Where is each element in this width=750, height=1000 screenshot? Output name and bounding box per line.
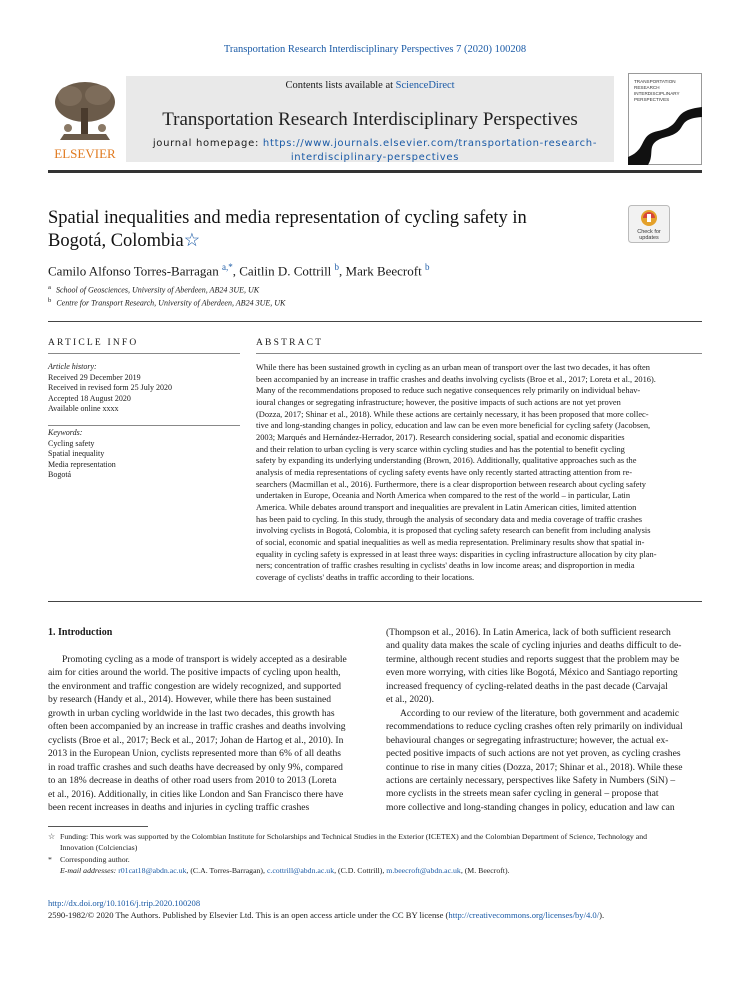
text-line: and their relation to urban cycling is very scarce within cycling studies and has the potential to benefit cycling: [256, 444, 625, 454]
text-line: cyclists (Broe et al., 2017; Beck et al., 2017; Johan de Hartog et al., 2010). In: [48, 734, 344, 746]
text-line: the environment and traffic congestion are widely recognized, and supported: [48, 680, 342, 692]
journal-reference-link[interactable]: Transportation Research Interdisciplinary Perspectives 7 (2020) 100208: [223, 44, 527, 55]
doi-link[interactable]: http://dx.doi.org/10.1016/j.trip.2020.100208: [48, 898, 201, 908]
text-line: et al., 2020).: [386, 694, 434, 706]
text-line: involving cyclists in Bogotá, Colombia, it is proposed that cycling safety research can benefit from including analysis: [256, 526, 651, 536]
text-line: to an 18% decrease in deaths of other road users from 2010 to 2013 (Loreta: [48, 775, 337, 787]
footnotes: [48, 831, 702, 876]
abstract-bottom-divider: [48, 601, 702, 602]
abstract-body: [256, 362, 702, 583]
text-line: According to our review of the literature, both government and academic: [400, 707, 680, 719]
text-line: been recent increases in deaths and injuries in cycling traffic crashes: [48, 801, 310, 813]
elsevier-tree-logo: [48, 78, 122, 162]
text-line: (Thompson et al., 2016). In Latin America, lack of both sufficient research: [386, 627, 671, 638]
journal-cover-thumbnail[interactable]: [628, 73, 702, 165]
author-affiliation-link[interactable]: b: [424, 262, 430, 272]
text-line: Promoting cycling as a mode of transport is widely accepted as a desirable: [62, 654, 347, 665]
keyword-item: Bogotá: [48, 470, 72, 479]
text-line: has been paid to cycling. In this study, through the analysis of secondary data and media coverage of traffic crashes: [256, 514, 643, 524]
history-item: Available online xxxx: [48, 404, 119, 413]
history-item: Accepted 18 August 2020: [48, 393, 131, 403]
author-name: Camilo Alfonso Torres-Barragan: [48, 263, 219, 279]
footnote-divider: [48, 826, 148, 827]
title-footnote-star-link[interactable]: ☆: [183, 231, 201, 251]
keyword-item: Spatial inequality: [48, 449, 105, 458]
publication-info: [48, 897, 702, 921]
text-line: coverage of cyclists' deaths in traffic according to their locations.: [256, 572, 475, 582]
publisher-name: ELSEVIER: [54, 146, 116, 161]
introduction-right-column: [386, 626, 702, 814]
text-line: continue to rise in many cities (Dozza, 2017; Shinar et al., 2018). While these: [386, 761, 683, 773]
author-list: Camilo Alfonso Torres-Barragan $^{a,*}$, Caitlin D. Cottrill $^b$, Mark Beecroft $^b$: [48, 262, 430, 279]
funding-footnote: ☆ Funding: This work was supported by the Colombian Institute for Scholarships and Technical Studies in the Exterior (ICETEX) and the Colombian Department of Science, Technology and: [48, 832, 648, 841]
text-line: in road traffic crashes and such deaths have decreased by only 9%, compared: [48, 761, 343, 773]
history-label: Article history:: [48, 362, 97, 371]
text-line: ners; concentration of traffic crashes resulting in cyclists' deaths in low income areas; and disproportion in media: [256, 561, 635, 571]
funding-footnote-cont: Innovation (Colciencias): [60, 843, 138, 853]
check-for-updates-badge[interactable]: [628, 205, 670, 243]
license-line: 2590-1982/© 2020 The Authors. Published by Elsevier Ltd. This is an open access article under the CC BY license (http://creativecommons.org/licenses/by/4.0/).: [48, 910, 605, 920]
corresponding-footnote: * Corresponding author.: [48, 854, 130, 864]
article-info-divider: [48, 353, 240, 354]
text-line: America. While debates around transport and inequalities are prevalent in Latin American cities, limited attention: [256, 502, 637, 512]
text-line: equality in cycling safety is expressed in at least three ways: disparities in cycling infrastructure allocation by city plan-: [256, 549, 657, 559]
text-line: even more worrying, with cities like Bogotá, México and Santiago reporting: [386, 667, 678, 679]
contents-line: Contents lists available at ScienceDirect: [285, 80, 455, 91]
svg-text:TRANSPORTATION: TRANSPORTATION: [634, 79, 676, 84]
email-link[interactable]: r01cat18@abdn.ac.uk: [118, 865, 187, 875]
introduction-heading: 1. Introduction: [48, 627, 113, 638]
text-line: often been accompanied by an increase in traffic crashes and deaths involving: [48, 721, 346, 733]
text-line: actions are certainly necessary, perspectives like Safety in Numbers (SiN) –: [386, 774, 676, 786]
svg-text:INTERDISCIPLINARY: INTERDISCIPLINARY: [634, 91, 680, 96]
text-line: undertaken in Europe, Oceania and North America when compared to the rest of the world – in particular, Latin: [256, 491, 631, 501]
text-line: safety by expanding its underlying understanding (Brown, 2016). Additionally, qualitative approaches such as the: [256, 456, 637, 466]
email-footnote: E-mail addresses: r01cat18@abdn.ac.uk, (C.A. Torres-Barragan), c.cottrill@abdn.ac.uk, (C.D. Cottrill), m.beecroft@abdn.ac.uk, (M. Beecroft).: [60, 865, 510, 875]
email-link[interactable]: m.beecroft@abdn.ac.uk: [386, 865, 461, 875]
text-line: more cyclists in the streets mean safer cycling in general – propose that: [386, 788, 659, 800]
introduction-left-column: [48, 653, 364, 814]
text-line: tive and long-standing changes in policy, education and law can be even more beneficial for cycling safety (Jacobsen,: [256, 421, 651, 431]
svg-text:RESEARCH: RESEARCH: [634, 85, 660, 90]
text-line: more collective and long-standing changes in policy, education and law can: [386, 801, 675, 813]
text-line: pected positive impacts of such actions are not yet proven, as cycling crashes: [386, 748, 681, 760]
email-link[interactable]: c.cottrill@abdn.ac.uk: [266, 865, 335, 875]
svg-text:PERSPECTIVES: PERSPECTIVES: [634, 97, 670, 102]
journal-title: Transportation Research Interdisciplinary Perspectives: [162, 109, 578, 130]
text-line: been accompanied by an increase in traffic crashes and deaths involving cyclists (Broe et al., 2017; Loreta et al., 2016).: [256, 374, 656, 384]
author-name: Mark Beecroft: [345, 263, 422, 279]
homepage-url-link-cont[interactable]: interdisciplinary-perspectives: [290, 152, 460, 163]
article-info-heading: ARTICLE INFO: [48, 338, 139, 348]
author-affiliation-link[interactable]: a,*: [221, 262, 233, 272]
text-line: of social, economic and spatial inequalities as well as media representation. Preliminary results show that spatial in-: [256, 537, 645, 547]
history-divider: [48, 425, 240, 426]
text-line: ioural changes or segregating infrastructure; however, the positive impacts of such actions are not yet proven: [256, 397, 621, 407]
text-line: recommendations to reduce cycling crashes often rely primarily on individual: [386, 721, 683, 733]
text-line: analysis of media representations of cycling safety events have only recently started attracting attention from re-: [256, 467, 633, 477]
text-line: increased frequency of cycling-related deaths in the past decade (Carvajal: [386, 680, 668, 692]
text-line: (Dozza, 2017; Shinar et al., 2018). While these actions are certainly necessary, it has been proposed that more collec-: [256, 409, 649, 419]
text-line: behavioural changes or segregating infrastructure; however, the actual ex-: [386, 734, 669, 746]
license-link[interactable]: http://creativecommons.org/licenses/by/4.0/: [448, 910, 600, 920]
front-matter-divider: [48, 321, 702, 322]
affiliation-b: $^b$ Centre for Transport Research, University of Aberdeen, AB24 3UE, UK: [48, 297, 286, 308]
abstract-heading: ABSTRACT: [256, 338, 324, 348]
text-line: 2003; Marqués and Hernández-Herrador, 2017). Research considering social, spatial and economic disparities: [256, 432, 625, 442]
history-item: Received in revised form 25 July 2020: [48, 383, 172, 392]
check-badge-line1: Check for: [637, 229, 661, 235]
abstract-divider: [256, 353, 702, 354]
author-affiliation-link[interactable]: b: [334, 262, 340, 272]
text-line: 2013 in the European Union, cyclists represented more than 6% of all deaths: [48, 748, 341, 760]
article-title: Spatial inequalities and media representation of cycling safety in Bogotá, Colombia☆: [48, 208, 527, 251]
sciencedirect-link[interactable]: ScienceDirect: [395, 80, 455, 91]
text-line: While there has been sustained growth in cycling as an urban mean of transport over the last two decades, it has often: [256, 363, 650, 372]
history-item: Received 29 December 2019: [48, 372, 141, 382]
header-divider: [48, 170, 702, 173]
keyword-item: Media representation: [48, 459, 116, 469]
text-line: et al., 2016). Additionally, in cities like London and San Francisco there have: [48, 788, 344, 800]
text-line: aim for cities around the world. The positive impacts of cycling upon health,: [48, 667, 341, 679]
text-line: and quality data makes the scale of cycling injuries and deaths difficult to de-: [386, 640, 682, 652]
keywords: [48, 428, 248, 481]
text-line: Many of the recommendations proposed to reduce such negative consequences rely primarily on individual behav-: [256, 386, 641, 396]
journal-homepage: journal homepage: https://www.journals.elsevier.com/transportation-research- interdisciplinary-perspectives: [152, 138, 598, 163]
text-line: by research (Handy et al., 2014). However, while there has been sustained: [48, 694, 332, 706]
check-badge-line2: updates: [639, 235, 659, 241]
text-line: searchers (Macmillan et al., 2016). Furthermore, there is a clear disproportion between research about cycling safety: [256, 479, 646, 489]
keyword-item: Cycling safety: [48, 438, 95, 448]
text-line: termine, although recent studies and reports suggest that the problem may be: [386, 653, 680, 665]
author-name: Caitlin D. Cottrill: [239, 263, 332, 279]
text-line: growth in urban cycling worldwide in the last two decades, this growth has: [48, 707, 335, 719]
affiliation-a: $^a$ School of Geosciences, University of Aberdeen, AB24 3UE, UK: [48, 284, 260, 295]
homepage-url-link[interactable]: https://www.journals.elsevier.com/transportation-research-: [262, 138, 598, 149]
keywords-label: Keywords:: [48, 428, 83, 437]
article-history: [48, 362, 248, 415]
